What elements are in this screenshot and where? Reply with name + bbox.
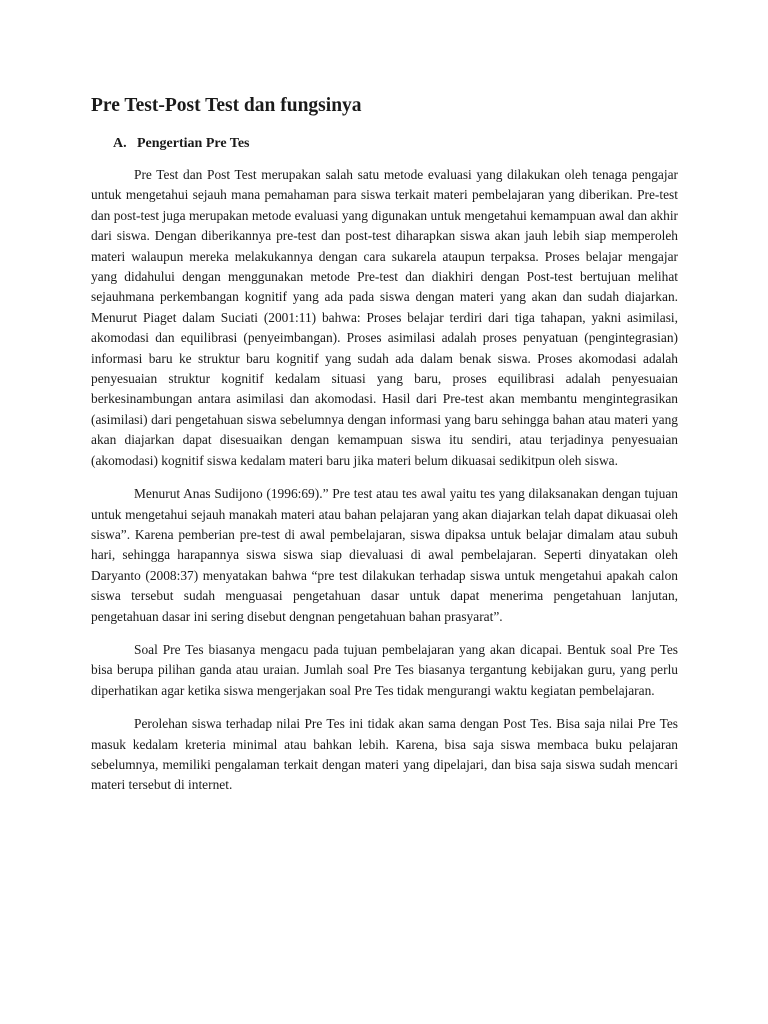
- section-heading: [113, 134, 250, 154]
- body-text: [91, 165, 678, 809]
- section-number: A.: [113, 136, 127, 151]
- paragraph-definition: Pre Test dan Post Test merupakan salah satu metode evaluasi yang dilakukan oleh tenaga pengajar untuk mengetahui sejauh mana pemahaman para siswa terkait materi pembelajaran yang diberikan. Pre-test dan post-test juga merupakan metode evaluasi yang digunakan untuk mengetahui kemampuan awal dan akhir dari siswa. Dengan diberikannya pre-test dan post-test diharapkan siswa akan jauh lebih siap memperoleh materi walaupun mereka melakukannya dengan cara sukarela ataupun terpaksa. Proses belajar mengajar yang didahului dengan menggunakan metode Pre-test dan diakhiri dengan Post-test bertujuan melihat sejauhmana perkembangan kognitif yang ada pada siswa dengan materi yang akan dan sudah diajarkan. Menurut Piaget dalam Suciati (2001:11) bahwa: Proses belajar terdiri dari tiga tahapan, yakni asimilasi, akomodasi dan equilibrasi (penyeimbangan). Proses asimilasi adalah proses penyatuan (pengintegrasian) informasi baru ke struktur baru kognitif yang sudah ada dalam benak siswa. Proses akomodasi adalah penyesuaian struktur kognitif kedalam situasi yang baru, proses equilibrasi adalah penyesuaian berkesinambungan antara asimilasi dan akomodasi. Hasil dari Pre-test akan membantu mengintegrasikan (asimilasi) dari pengetahuan siswa sebelumnya dengan informasi yang baru sehingga bahan atau materi yang akan diajarkan dapat disesuaikan dengan kemampuan siswa itu sendiri, atau terjadinya penyesuaian (akomodasi) kognitif siswa kedalam materi baru jika materi belum dikuasai sedikitpun oleh siswa.: [91, 167, 678, 468]
- document-title: Pre Test-Post Test dan fungsinya: [91, 95, 362, 116]
- paragraph-score-comparison: Perolehan siswa terhadap nilai Pre Tes ini tidak akan sama dengan Post Tes. Bisa saja nilai Pre Tes masuk kedalam kreteria minimal atau bahkan lebih. Karena, bisa saja siswa membaca buku pelajaran sebelumnya, memiliki pengalaman terkait dengan materi yang dipelajari, dan bisa saja siswa sudah mencari materi tersebut di internet.: [91, 716, 678, 793]
- section-heading-text: Pengertian Pre Tes: [137, 136, 250, 151]
- paragraph-question-form: Soal Pre Tes biasanya mengacu pada tujuan pembelajaran yang akan dicapai. Bentuk soal Pre Tes bisa berupa pilihan ganda atau uraian. Jumlah soal Pre Tes biasanya tergantung kebijakan guru, yang perlu diperhatikan agar ketika siswa mengerjakan soal Pre Tes tidak mengurangi waktu kegiatan pembelajaran.: [91, 641, 678, 698]
- paragraph-sudijono-quote: Menurut Anas Sudijono (1996:69).” Pre test atau tes awal yaitu tes yang dilaksanakan dengan tujuan untuk mengetahui sejauh manakah materi atau bahan pelajaran yang akan diajarkan telah dapat dikuasai oleh siswa”. Karena pemberian pre-test di awal pembelajaran, siswa dipaksa untuk belajar dimalam atau subuh hari, sehingga harapannya siswa siswa siap dievaluasi di awal pembelajaran. Seperti dinyatakan oleh Daryanto (2008:37) menyatakan bahwa “pre test dilakukan terhadap siswa untuk mengetahui apakah calon siswa tersebut sudah menguasai pengetahuan dasar untuk dapat menerima pengetahuan lanjutan, pengetahuan dasar ini sering disebut dengnan pengetahuan bahan prasyarat”.: [91, 486, 678, 624]
